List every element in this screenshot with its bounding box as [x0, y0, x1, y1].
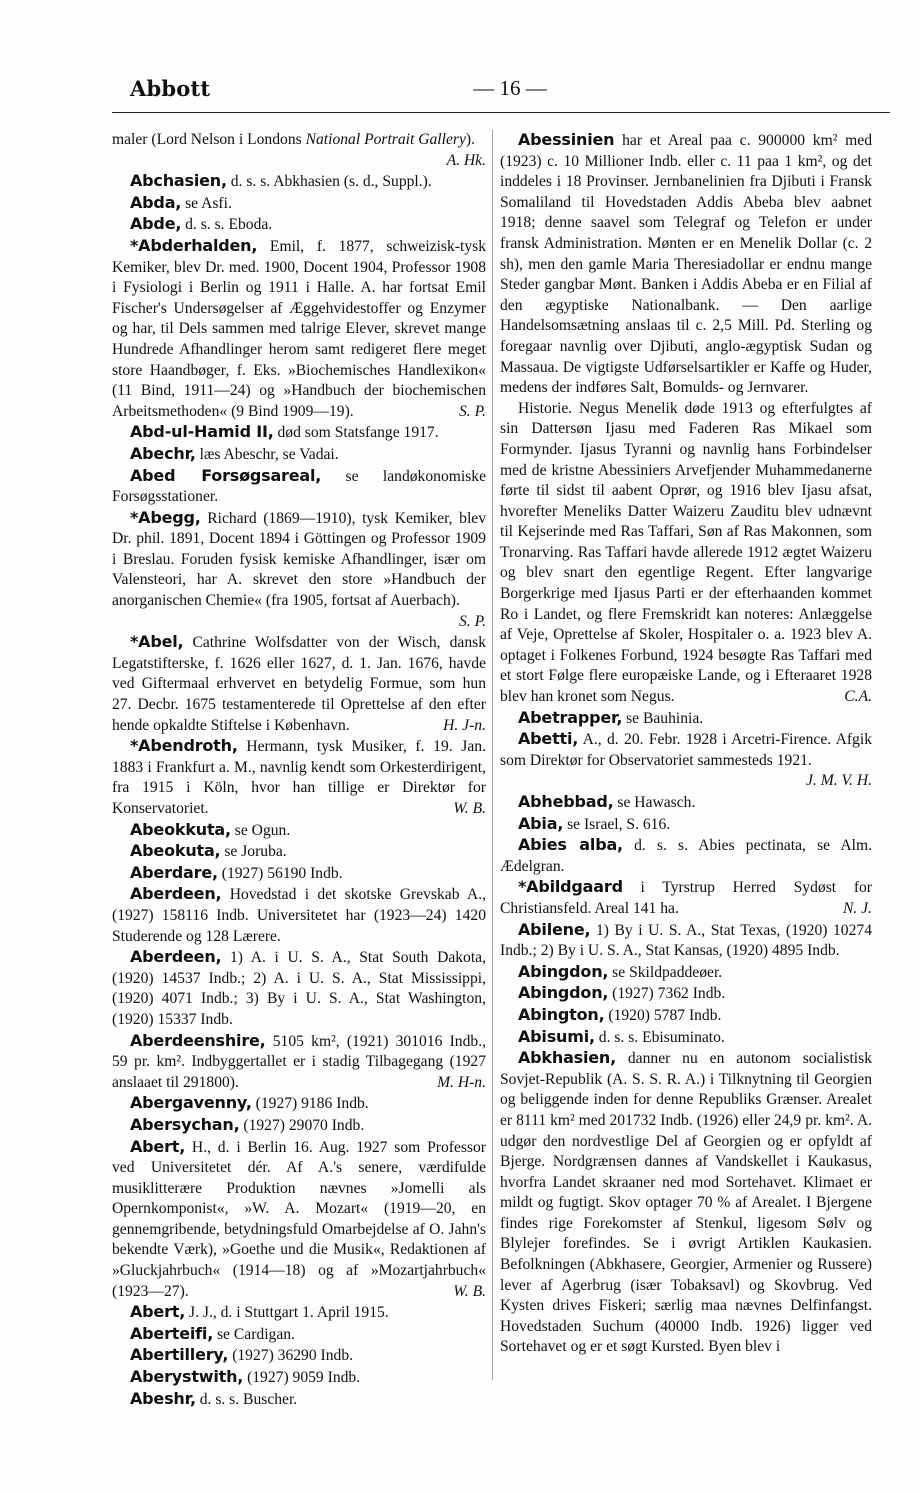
entry-abertillery	[112, 1345, 486, 1367]
entry-text: Historie. Negus Menelik døde 1913 og efterfulgtes af sin Dattersøn Ijasu med Faderen Ras Mikael som Formynder. Ijasus Tyranni og navnlig hans Forbindelser med de kristne Abessiniers Arvefjender Muhammedanerne førte til sidst til aabent Oprør, og 1916 blev Ijasu afsat, hvorefter Meneliks Datter Waizeru Zauditu blev udnævnt til Kejserinde med Ras Taffari, Søn af Ras Makonnen, som Tronarving. Ras Taffari havde allerede 1912 ægtet Waizeru og blev snart den egentlige Regent. Efter langvarige Borgerkrige med Ijasus Parti er der efterhaanden kommet Ro i Landet, og flere Fremskridt kan noteres: Anlæggelse af Veje, Oprettelse af Skoler, Hospitaler o. a. 1923 blev A. optaget i Folkenes Forbund, 1924 besøgte Ras Taffari med et stort Følge flere europæiske Lande, og i Efteraaret 1928 blev han kronet som Negus.	[500, 399, 872, 706]
entry-historie	[500, 399, 872, 708]
entry-continuation	[112, 130, 486, 169]
headword: Abetrapper,	[518, 707, 623, 727]
entry-abd-ul-hamid	[112, 422, 486, 444]
entry-abia	[500, 814, 872, 836]
entry-abert-h	[112, 1137, 486, 1303]
column-divider	[492, 130, 493, 1380]
author-signature: S. P.	[458, 402, 486, 420]
headword: Abert,	[130, 1136, 186, 1156]
entry-italic: National Portrait Gallery	[305, 131, 466, 148]
entry-text: se Ogun.	[230, 821, 291, 839]
entry-abert-jj	[112, 1302, 486, 1324]
entry-text: d. s. s. Abkhasien (s. d., Suppl.).	[226, 173, 432, 191]
entry-abingdon-2	[500, 983, 872, 1005]
entry-text: se Skildpaddeøer.	[608, 963, 723, 981]
author-signature: W. B.	[453, 1282, 486, 1300]
headword: *Abildgaard	[518, 877, 623, 897]
headword: Abessinien	[518, 130, 615, 149]
author-signature: W. B.	[453, 800, 486, 817]
headword: Aberystwith,	[130, 1367, 244, 1387]
entry-abechr	[112, 444, 486, 466]
entry-text: se Asfi.	[181, 194, 232, 212]
headword: Abersychan,	[130, 1114, 240, 1134]
entry-aberdare	[112, 863, 486, 885]
entry-text: (1927) 9186 Indb.	[251, 1095, 369, 1113]
entry-text: 1) By i U. S. A., Stat Texas, (1920) 10274 Indb.; 2) By i U. S. A., Stat Kansas, (1920) 4895 Indb.	[500, 921, 872, 960]
entry-abde	[112, 214, 486, 236]
author-signature: C.A.	[844, 688, 872, 706]
entry-text: ).	[465, 131, 475, 148]
running-head: Abbott	[130, 76, 211, 101]
headword: Abd-ul-Hamid II,	[130, 422, 274, 442]
headword: Abde,	[130, 214, 182, 234]
entry-text: død som Statsfange 1917.	[273, 424, 439, 442]
entry-text: H., d. i Berlin 16. Aug. 1927 som Professor ved Universitetet dér. Af A.'s senere, værdifulde musiklitterære Produktion nævnes »Jomelli als Opernkomponist«, »W. A. Mozart« (1919—20, en gennemgribende, betydningsfuld Omarbejdelse af O. Jahn's bekendte Værk), »Goethe und die Musik«, Redaktionen af »Gluckjahrbuch« (1914—18) og af »Mozartjahrbuch« (1923—27).	[112, 1138, 486, 1300]
entry-text: J. J., d. i Stuttgart 1. April 1915.	[185, 1304, 389, 1322]
entry-aberdeenshire	[112, 1031, 486, 1094]
entry-text: (1927) 7362 Indb.	[608, 985, 726, 1003]
entry-text: (1920) 5787 Indb.	[604, 1006, 722, 1024]
entry-text: 1) A. i U. S. A., Stat South Dakota, (1920) 14537 Indb.; 2) A. i U. S. A., Stat Mississippi, (1920) 4071 Indb.; 3) By i U. S. A., Stat Washington, (1920) 15337 Indb.	[112, 949, 486, 1028]
entry-text: se Hawasch.	[613, 794, 696, 811]
headword: Aberdeen,	[130, 884, 222, 904]
headword: Abda,	[130, 192, 182, 212]
entry-text: danner nu en autonom socialistisk Sovjet-Republik (A. S. S. R. A.) i Tilknytning til Georgien og beliggende inden for denne Republiks Grænser. Arealet er 8111 km² med 201732 Indb. (1926) eller 24,9 pr. km². A. udgør den nordvestlige Del af Georgien og er opfyldt af Bjerge. Nordgrænsen dannes af Vandskellet i Kaukasus, hvorfra Landet skraaner ned mod Sortehavet. Klimaet er mildt og fugtigt. Skov optager 70 % af Arealet. I Bjergene findes rige Forekomster af Stenkul, ligesom Sølv og Blylejer forefindes. Se i øvrigt Artiklen Kaukasien. Befolkningen (Abkhasere, Georgier, Armenier og Russere) lever af Agerbrug (især Tobaksavl) og Skovbrug. Ved Kysten drives Fiskeri; særlig maa nævnes Delfinfangst. Hovedstaden Suchum (40000 Indb. 1926) ligger ved Sortehavet og er et søgt Kursted. Byen blev i	[500, 1050, 872, 1356]
entry-text: (1927) 56190 Indb.	[217, 864, 343, 882]
headword: Abertillery,	[130, 1345, 229, 1365]
headword: *Abendroth,	[130, 736, 238, 756]
headword: Abington,	[518, 1004, 605, 1024]
headword: *Abderhalden,	[130, 235, 258, 255]
entry-abchasien	[112, 171, 486, 193]
headword: Abingdon,	[518, 983, 609, 1003]
entry-aberdeen-1	[112, 884, 486, 947]
entry-abendroth	[112, 736, 486, 819]
entry-text: læs Abeschr, se Vadai.	[195, 445, 339, 463]
entry-abersychan	[112, 1115, 486, 1137]
entry-abessinien	[500, 130, 872, 399]
entry-text: (1927) 29070 Indb.	[239, 1116, 365, 1134]
left-column	[112, 130, 486, 1410]
entry-abildgaard	[500, 877, 872, 919]
headword: Abechr,	[130, 443, 196, 463]
entry-abingdon-1	[500, 962, 872, 984]
entry-text: Cathrine Wolfsdatter von der Wisch, dansk Legatstifterske, f. 1626 eller 1627, d. 1. Jan. 1676, havde ved Giftermaal erhvervet en betydelig Formue, som hun 27. Decbr. 1675 testamenterede til Oprettelse af den efter hende opkaldte Stiftelse i København.	[112, 634, 486, 734]
entry-text: se Bauhinia.	[622, 709, 704, 727]
entry-abel	[112, 632, 486, 736]
entry-abeokkuta	[112, 820, 486, 842]
entry-text: (1927) 9059 Indb.	[243, 1369, 361, 1387]
headword: Aberteifi,	[130, 1323, 214, 1343]
entry-abetti	[500, 729, 872, 790]
headword: *Abegg,	[130, 507, 201, 527]
author-signature: N. J.	[842, 899, 872, 917]
entry-aberystwith	[112, 1367, 486, 1389]
headword: Abies alba,	[518, 835, 623, 855]
entry-abkhasien	[500, 1048, 872, 1358]
entry-text: i Tyrstrup Herred Sydøst for Christiansfeld. Areal 141 ha.	[500, 879, 872, 917]
entry-text: A., d. 20. Febr. 1928 i Arcetri-Firence. Afgik som Direktør for Observatoriet sammesteds 1921.	[500, 731, 872, 769]
headword: Abert,	[130, 1302, 186, 1322]
headword: *Abel,	[130, 632, 184, 652]
author-signature: H. J-n.	[443, 716, 486, 734]
entry-text: se Israel, S. 616.	[563, 815, 671, 833]
entry-text: d. s. s. Ebisuminato.	[594, 1028, 725, 1046]
author-signature: A. Hk.	[446, 151, 486, 169]
entry-abetrapper	[500, 708, 872, 730]
entry-abderhalden	[112, 236, 486, 422]
entry-abies-alba	[500, 835, 872, 877]
entry-text: se Cardigan.	[213, 1325, 295, 1343]
entry-abeokuta	[112, 841, 486, 863]
headword: Aberdeen,	[130, 947, 222, 967]
headword: Abhebbad,	[518, 792, 614, 811]
entry-abeshr	[112, 1389, 486, 1411]
entry-text: Hovedstad i det skotske Grevskab A., (1927) 158116 Indb. Universitetet har (1923—24) 1420 Studerende og 128 Lærere.	[112, 886, 486, 945]
headword: Abilene,	[518, 919, 591, 939]
entry-aberdeen-2	[112, 947, 486, 1030]
headword: Abingdon,	[518, 961, 609, 981]
headword: Aberdeenshire,	[130, 1030, 266, 1050]
entry-text: 5105 km², (1921) 301016 Indb., 59 pr. km². Indbyggertallet er i stadig Tilbagegang (1927 anslaaet til 291800).	[112, 1032, 486, 1091]
headword: Abetti,	[518, 729, 579, 749]
entry-text: Hermann, tysk Musiker, f. 19. Jan. 1883 i Frankfurt a. M., navnlig kendt som Orkesterdirigent, fra 1915 i Köln, hvor han tillige er Direktør for Konservatoriet.	[112, 738, 486, 817]
entry-abilene	[500, 920, 872, 962]
right-column	[500, 130, 872, 1358]
entry-abed	[112, 466, 486, 508]
entry-text: har et Areal paa c. 900000 km² med (1923) c. 10 Millioner Indb. eller c. 11 paa 1 km², og det inddeles i 18 Provinser. Jernbanelinien fra Djibuti i Fransk Somaliland til Hovedstaden Addis Abeba blev aabnet 1918; denne saavel som Telegraf og Telefon er under fransk Administration. Mønten er en Menelik Dollar (c. 2 sh), men den gamle Maria Theresiadollar er endnu mange Steder gangbar Mønt. Banken i Addis Abeba er en Filial af den ægyptiske Nationalbank. — Den aarlige Handelsomsætning anslaas til c. 2,5 Mill. Pd. Sterling og foregaar navnlig over Djibuti, anglo-ægyptisk Sudan og Massaua. De vigtigste Udførselsartikler er Kaffe og Huder, medens der indføres Salt, Bomulds- og Jernvarer.	[500, 132, 872, 397]
headword: Abeshr,	[130, 1388, 196, 1408]
page-header	[130, 74, 890, 106]
entry-text: Emil, f. 1877, schweizisk-tysk Kemiker, blev Dr. med. 1900, Docent 1904, Professor 1908 i Fysiologi i Berlin og 1911 i Halle. A. har fortsat Emil Fischer's Undersøgelser af Æggehvidestoffer og Enzymer og har, til Dels sammen med talrige Elever, skrevet mange Hundrede Afhandlinger herom samt redigeret flere meget store Haandbøger, f. Eks. »Biochemisches Handlexikon« (11 Bind, 1911—24) og »Handbuch der biochemischen Arbeitsmethoden« (9 Bind 1909—19).	[112, 237, 486, 420]
entry-abda	[112, 193, 486, 215]
headword: Abkhasien,	[518, 1048, 616, 1068]
entry-text: d. s. s. Eboda.	[181, 216, 273, 234]
entry-text: maler (Lord Nelson i Londons	[112, 131, 306, 148]
entry-text: Richard (1869—1910), tysk Kemiker, blev Dr. phil. 1891, Docent 1894 i Göttingen og Professor 1909 i Breslau. Foruden fysisk kemiske Afhandlinger, især om Valensteori, har A. skrevet den store »Handbuch der anorganischen Chemie« (fra 1905, fortsat af Auerbach).	[112, 509, 486, 610]
entry-abhebbad	[500, 792, 872, 814]
headword: Aberdare,	[130, 862, 218, 882]
headword: Abisumi,	[518, 1026, 595, 1046]
author-signature: S. P.	[458, 612, 486, 630]
entry-aberteifi	[112, 1324, 486, 1346]
headword: Abergavenny,	[130, 1093, 252, 1113]
header-rule	[112, 112, 890, 113]
author-signature: M. H-n.	[437, 1073, 486, 1091]
entry-text: (1927) 36290 Indb.	[228, 1347, 354, 1365]
entry-text: d. s. s. Abies pectinata, se Alm. Ædelgran.	[500, 837, 872, 875]
headword: Abchasien,	[130, 171, 227, 191]
headword: Abed Forsøgsareal,	[130, 465, 322, 485]
entry-text: se landøkonomiske Forsøgsstationer.	[112, 467, 486, 506]
headword: Abia,	[518, 813, 564, 833]
page-number: — 16 —	[473, 76, 547, 100]
entry-text: se Joruba.	[220, 843, 287, 861]
author-signature: J. M. V. H.	[806, 772, 872, 790]
headword: Abeokuta,	[130, 841, 221, 861]
entry-abington	[500, 1005, 872, 1027]
headword: Abeokkuta,	[130, 819, 231, 839]
entry-abegg	[112, 507, 486, 630]
entry-abergavenny	[112, 1093, 486, 1115]
entry-abisumi	[500, 1027, 872, 1049]
entry-text: d. s. s. Buscher.	[195, 1390, 298, 1408]
